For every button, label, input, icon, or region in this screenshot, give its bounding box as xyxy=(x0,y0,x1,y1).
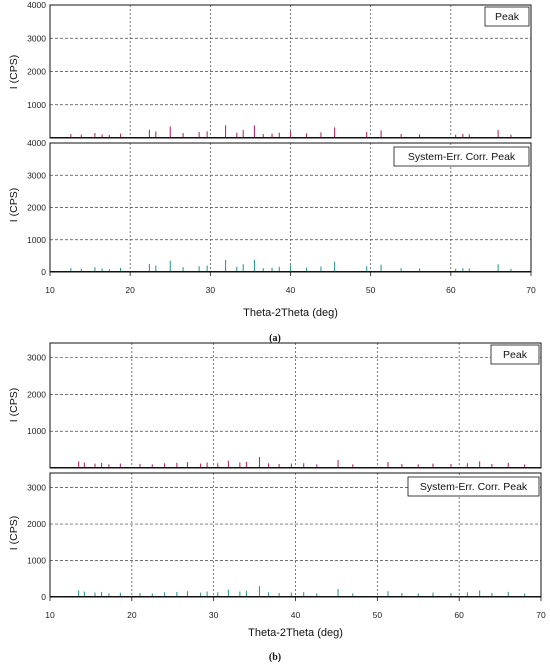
x-tick-label: 30 xyxy=(205,285,216,295)
plot-b-peak xyxy=(8,343,541,468)
y-tick-label: 2000 xyxy=(27,519,46,530)
y-tick-label: 4000 xyxy=(27,0,46,10)
x-tick-label: 50 xyxy=(365,285,376,295)
x-tick-label: 30 xyxy=(208,610,219,620)
y-tick-label: 3000 xyxy=(27,170,46,181)
y-axis-label: I (CPS) xyxy=(8,387,20,423)
y-tick-label: 3000 xyxy=(27,482,46,493)
y-tick-label: 1000 xyxy=(27,555,46,566)
y-axis-label: I (CPS) xyxy=(8,187,20,223)
y-tick-label: 2000 xyxy=(27,202,46,213)
y-tick-label: 4000 xyxy=(27,138,46,148)
x-tick-label: 60 xyxy=(446,285,456,295)
y-tick-label: 3000 xyxy=(27,352,46,363)
x-tick-label: 10 xyxy=(45,610,55,620)
plot-a-corrected-peak xyxy=(8,138,536,319)
y-axis-label: I (CPS) xyxy=(8,54,20,90)
plot-b-corrected-peak xyxy=(8,473,546,639)
x-tick-label: 40 xyxy=(290,610,301,620)
x-axis-label: Theta-2Theta (deg) xyxy=(243,307,338,319)
y-tick-label: 0 xyxy=(41,592,46,602)
legend-label: Peak xyxy=(495,11,519,23)
legend-label: System-Err. Corr. Peak xyxy=(419,481,528,493)
plot-a-peak xyxy=(8,0,531,138)
y-tick-label: 0 xyxy=(41,267,46,277)
x-tick-label: 60 xyxy=(454,610,464,620)
legend-label: Peak xyxy=(503,349,527,361)
y-tick-label: 1000 xyxy=(27,99,46,110)
y-tick-label: 1000 xyxy=(27,426,46,437)
y-tick-label: 3000 xyxy=(27,33,46,44)
legend-label: System-Err. Corr. Peak xyxy=(407,151,516,163)
y-axis-label: I (CPS) xyxy=(8,515,20,551)
x-tick-label: 10 xyxy=(45,285,55,295)
x-tick-label: 50 xyxy=(372,610,383,620)
x-axis-label: Theta-2Theta (deg) xyxy=(248,627,343,639)
x-tick-label: 40 xyxy=(285,285,296,295)
caption-a: (a) xyxy=(269,333,281,344)
plot-frame xyxy=(50,343,541,468)
x-tick-label: 70 xyxy=(536,610,546,620)
y-tick-label: 1000 xyxy=(27,234,46,245)
caption-b: (b) xyxy=(268,652,282,663)
x-tick-label: 20 xyxy=(127,610,137,620)
y-tick-label: 2000 xyxy=(27,389,46,400)
x-tick-label: 70 xyxy=(526,285,536,295)
x-tick-label: 20 xyxy=(125,285,135,295)
y-tick-label: 2000 xyxy=(27,66,46,77)
